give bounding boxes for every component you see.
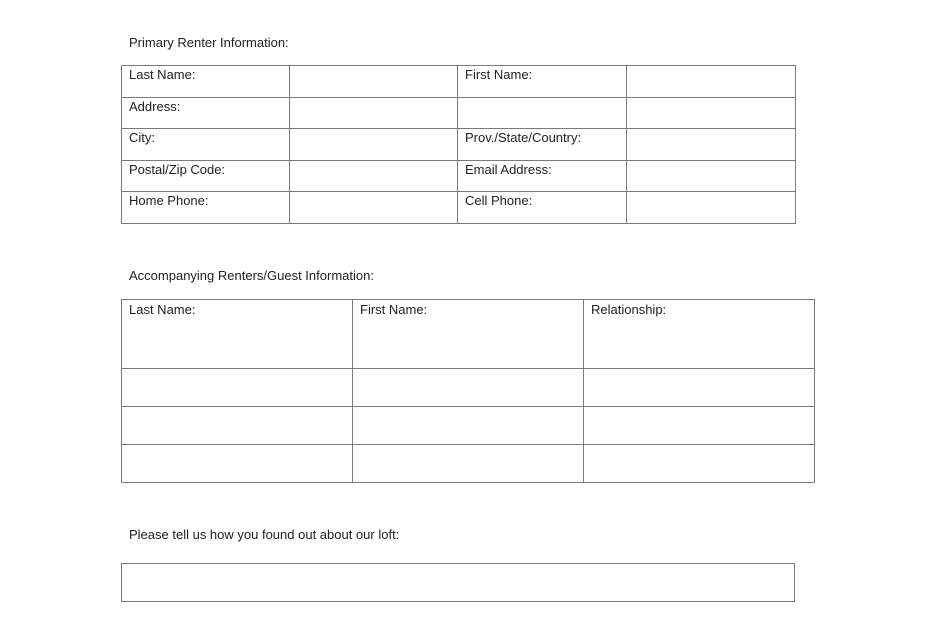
guest-relationship-field[interactable] — [584, 369, 815, 407]
table-row — [122, 445, 815, 483]
province-label-cell — [458, 129, 627, 161]
guest-first-name-field[interactable] — [353, 407, 584, 445]
address-extra-label — [465, 98, 626, 99]
table-row — [122, 192, 796, 224]
province-field[interactable] — [627, 129, 796, 161]
address-field-extra[interactable] — [627, 97, 796, 129]
guest-last-name-field[interactable] — [122, 407, 353, 445]
home-phone-label: Home Phone: — [129, 193, 209, 209]
guest-relationship-field[interactable] — [584, 445, 815, 483]
cell-phone-label: Cell Phone: — [465, 193, 533, 209]
guest-first-name-cell[interactable] — [353, 300, 584, 369]
city-field[interactable] — [290, 129, 458, 161]
first-name-field[interactable] — [627, 66, 796, 98]
city-label-cell — [122, 129, 290, 161]
guest-relationship-cell[interactable] — [584, 300, 815, 369]
primary-renter-table — [121, 65, 796, 224]
email-label-cell — [458, 160, 627, 192]
city-label: City: — [129, 130, 155, 146]
email-label: Email Address: — [465, 161, 552, 177]
guest-first-name-field[interactable] — [353, 369, 584, 407]
table-row — [122, 369, 815, 407]
guest-last-name-cell[interactable] — [122, 300, 353, 369]
postal-code-label-cell — [122, 160, 290, 192]
guest-last-name-label: Last Name: — [129, 302, 196, 317]
address-field-continued[interactable] — [458, 97, 627, 129]
referral-question: Please tell us how you found out about our loft: — [129, 527, 400, 542]
address-field[interactable] — [290, 97, 458, 129]
table-row — [122, 300, 815, 369]
guest-first-name-label: First Name: — [360, 302, 428, 317]
cell-phone-label-cell — [458, 192, 627, 224]
first-name-label: First Name: — [465, 67, 533, 82]
primary-renter-heading: Primary Renter Information: — [129, 35, 289, 50]
address-label: Address: — [129, 98, 181, 114]
guest-info-heading: Accompanying Renters/Guest Information: — [129, 268, 374, 283]
last-name-field[interactable] — [290, 66, 458, 98]
referral-answer-field[interactable] — [121, 563, 795, 602]
guest-relationship-field[interactable] — [584, 407, 815, 445]
email-field[interactable] — [627, 160, 796, 192]
guest-first-name-field[interactable] — [353, 445, 584, 483]
guest-relationship-label: Relationship: — [591, 302, 667, 317]
province-label: Prov./State/Country: — [465, 130, 582, 146]
last-name-label: Last Name: — [129, 67, 196, 82]
guest-info-table — [121, 299, 815, 483]
table-row — [122, 97, 796, 129]
first-name-label-cell — [458, 66, 627, 98]
guest-last-name-field[interactable] — [122, 445, 353, 483]
table-row — [122, 129, 796, 161]
last-name-label-cell — [122, 66, 290, 98]
table-row — [122, 407, 815, 445]
guest-last-name-field[interactable] — [122, 369, 353, 407]
table-row — [122, 160, 796, 192]
postal-code-field[interactable] — [290, 160, 458, 192]
table-row — [122, 66, 796, 98]
home-phone-label-cell — [122, 192, 290, 224]
home-phone-field[interactable] — [290, 192, 458, 224]
cell-phone-field[interactable] — [627, 192, 796, 224]
address-label-cell — [122, 97, 290, 129]
postal-code-label: Postal/Zip Code: — [129, 161, 226, 177]
